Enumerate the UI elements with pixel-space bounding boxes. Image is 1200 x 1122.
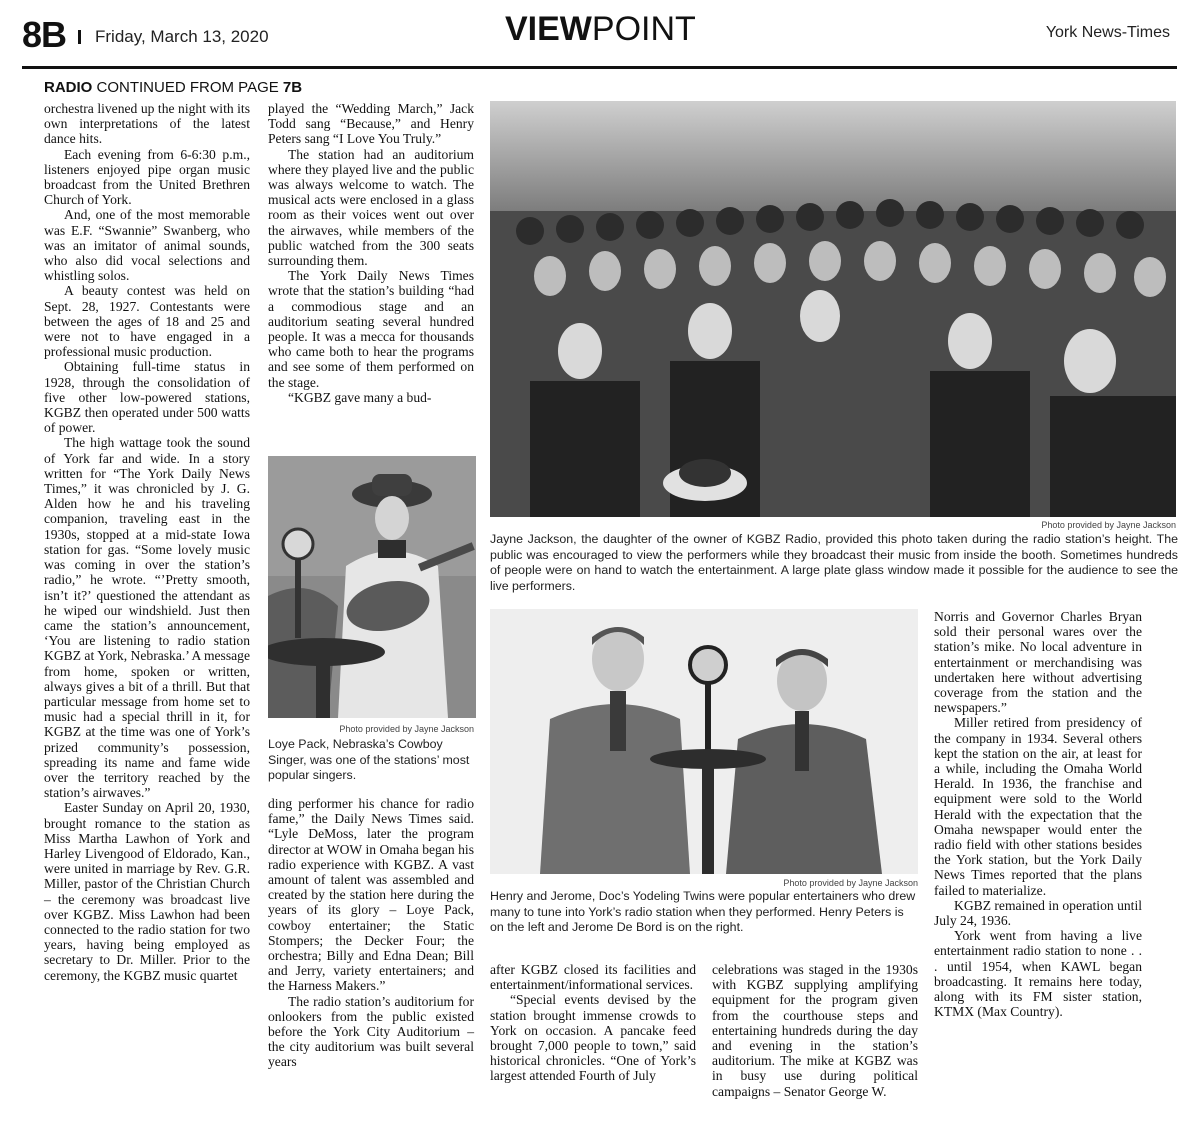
audience-photo-art (490, 101, 1176, 517)
cowboy-photo-caption: Loye Pack, Nebraska’s Cowboy Singer, was one of the stations’ most popular singers. (268, 737, 470, 782)
section-title (505, 10, 696, 49)
paragraph: The radio station’s auditorium for onlookers from the public existed before the York City Auditorium – the city auditorium was built several years (268, 993, 474, 1070)
twins-photo (490, 609, 918, 874)
paragraph: The York Daily News Times wrote that the station’s building “had a commodious stage and an auditorium seating several hundred people. It was a mecca for thousands who came both to hear the programs and see some of them performed on the stage. (268, 268, 474, 390)
paragraph: Obtaining full-time status in 1928, through the consolidation of five other low-powered stations, KGBZ then operated under 500 watts of power. (44, 359, 250, 436)
audience-photo (490, 101, 1176, 517)
paragraph: Easter Sunday on April 20, 1930, brought romance to the station as Miss Martha Lawhon of York and Harley Livengood of Eldorado, Kan., were united in marriage by Rev. G.R. Miller, pastor of the Christian Church – the ceremony was broadcast live over KGBZ. Miss Lawhon had been connected to the radio station for two years, having being employed as secretary to Dr. Miller. Prior to the ceremony, the KGBZ music quartet (44, 800, 250, 983)
article-column-4 (712, 962, 918, 1099)
header-rule (22, 66, 1177, 69)
twins-photo-art (490, 609, 918, 874)
cowboy-photo (268, 456, 476, 718)
paragraph: “KGBZ gave many a bud- (288, 389, 432, 405)
section-title-light: POINT (591, 10, 696, 48)
paragraph: KGBZ remained in operation until July 24, 1936. (934, 897, 1143, 929)
paragraph: celebrations was staged in the 1930s with KGBZ supplying amplifying equipment for the program given from the courthouse steps and entertaining hundreds during the day and evening in the station’s auditorium. The mike at KGBZ was in busy use during political campaigns – Senator George W. (712, 962, 918, 1099)
paragraph: And, one of the most memorable was E.F. “Swannie” Swanberg, who was an imitator of animal sounds, who also did vocal selections and whistling solos. (44, 207, 250, 284)
paragraph: ding performer his chance for radio fame,” the Daily News Times said. “Lyle DeMoss, later the program director at WOW in Omaha began his radio experience with KGBZ. A vast amount of talent was assembled and created by the station here during the years of its glory – Loye Pack, cowboy entertainer; the Static Stompers; the Decker Four; the orchestra; Billy and Edna Dean; Bill and Jerry, variety entertainers; and the Harness Makers.” (268, 796, 474, 994)
twins-photo-caption: Henry and Jerome, Doc’s Yodeling Twins were popular entertainers who drew many to tune into York’s radio station when they performed. Henry Peters is on the left and Jerome De Bord is on the right. (490, 889, 916, 934)
issue-date: Friday, March 13, 2020 (95, 27, 269, 46)
article-column-3 (490, 962, 696, 1084)
audience-photo-credit: Photo provided by Jayne Jackson (1041, 520, 1176, 530)
jump-line (44, 79, 302, 96)
paragraph: Miller retired from presidency of the company in 1934. Several others kept the station on the air, at least for a while, including the Omaha World Herald. In 1936, the franchise and equipment were sold to the World Herald with the expectation that the Omaha newspaper would enter the radio field with other stations besides the York station, but the York Daily News Times reported that the plans failed to materialize. (934, 715, 1142, 898)
header-divider (78, 30, 81, 44)
section-title-bold: VIEW (505, 10, 592, 48)
paragraph: The station had an auditorium where they played live and the public was always welcome to watch. The musical acts were enclosed in a glass room as their voices went out over the airwaves, while members of the public watched from the 300 seats surrounding them. (268, 146, 474, 269)
page-number: 8B (22, 14, 67, 55)
audience-photo-caption: Jayne Jackson, the daughter of the owner of KGBZ Radio, provided this photo taken during the radio station’s height. The public was encouraged to view the performers while they broadcast their music from inside the booth. Sometimes hundreds of people were on hand to watch the entertainment. A large plate glass window made it possible for the audience to see the live performers. (490, 532, 1178, 593)
paragraph: “Special events devised by the station brought immense crowds to York on occasion. A pancake feed brought 7,000 people to town,” said historical chronicles. “One of York’s largest attended Fourth of July (490, 992, 696, 1084)
jump-label: RADIO (44, 79, 93, 96)
jump-continued: CONTINUED FROM PAGE (96, 79, 279, 96)
article-column-1 (44, 101, 250, 983)
paragraph: The high wattage took the sound of York far and wide. In a story written for “The York Daily News Times,” it was chronicled by J. G. Alden how he and his traveling companion, traveling east in the 1930s, stopped at a mid-state Iowa station for gas. “Some lovely music was coming in over the station’s radio,” he wrote. “’Pretty smooth, isn’t it?’ questioned the attendant as he wiped our windshield. Just then came the station’s announcement, ‘You are listening to radio station KGBZ at York, Nebraska.’ A message from home, spoken or written, always gives a bit of a thrill. But that particular message from home set to music had a special thrill in it, for KGBZ at the time was one of York’s prized community’s possession, spreading its name and fame wide over the territory reached by the station’s airwaves.” (44, 435, 250, 801)
paragraph: A beauty contest was held on Sept. 28, 1927. Contestants were between the ages of 18 and 25 and were not to have engaged in a professional music production. (44, 283, 250, 360)
jump-page: 7B (282, 79, 303, 96)
paragraph: after KGBZ closed its facilities and entertainment/informational services. (490, 962, 696, 993)
paragraph: orchestra livened up the night with its own interpretations of the latest dance hits. (44, 101, 250, 147)
paragraph: Each evening from 6-6:30 p.m., listeners enjoyed pipe organ music broadcast from the United Brethren Church of York. (44, 146, 250, 208)
paper-name: York News-Times (1045, 24, 1170, 41)
article-column-2-top (268, 101, 474, 405)
paragraph: Norris and Governor Charles Bryan sold their personal wares over the station’s mike. No local adventure in entertainment or merchandising was undertaken here without advertising coverage from the station and the newspapers.” (934, 609, 1142, 716)
cowboy-photo-art (268, 456, 476, 718)
paragraph: York went from having a live entertainment radio station to none . . . until 1954, when KAWL began broadcasting. It remains here today, along with its FM sister station, KTMX (Max Country). (934, 928, 1142, 1020)
article-column-5 (934, 609, 1142, 1019)
article-column-2-bottom (268, 796, 474, 1070)
paragraph: played the “Wedding March,” Jack Todd sang “Because,” and Henry Peters sang “I Love You Truly.” (268, 101, 474, 147)
cowboy-photo-credit: Photo provided by Jayne Jackson (339, 724, 474, 734)
twins-photo-credit: Photo provided by Jayne Jackson (783, 878, 918, 888)
